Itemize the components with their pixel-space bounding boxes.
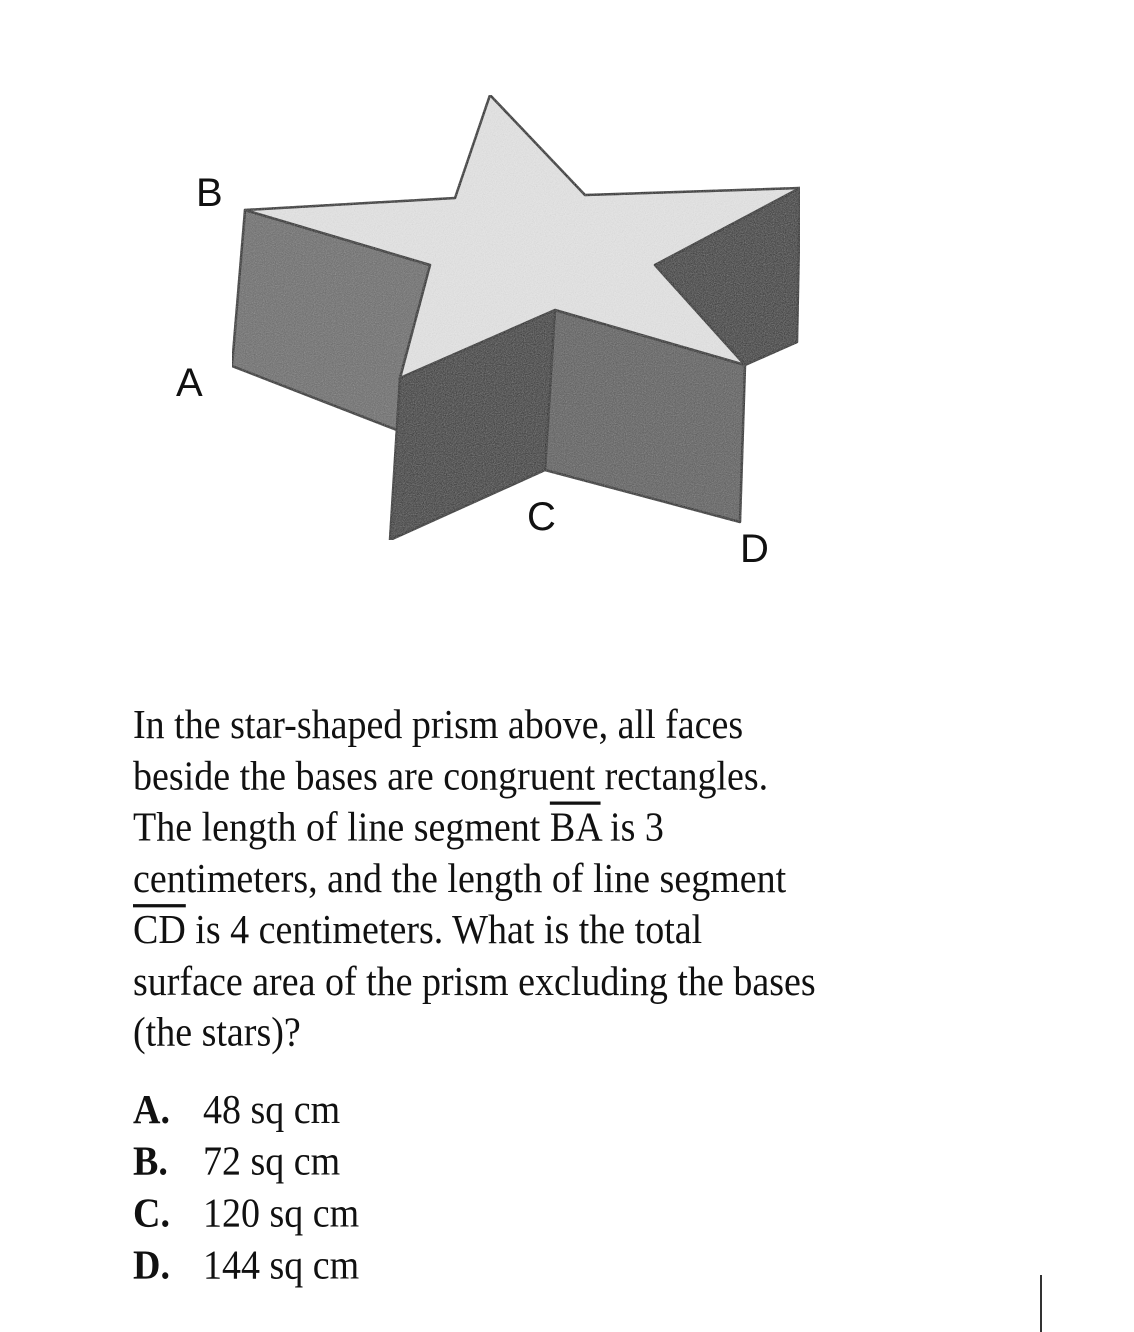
choice-d[interactable] — [133, 1240, 359, 1292]
question-line — [133, 803, 816, 854]
question-line: centimeters, and the length of line segment — [133, 856, 787, 902]
segment-ba: $\overline{BA}$ — [549, 804, 601, 851]
question-line: surface area of the prism excluding the bases — [133, 958, 816, 1005]
choice-letter: C. — [133, 1190, 170, 1237]
label-d: D — [740, 527, 769, 571]
question-line: beside the bases are congruent rectangles. — [133, 753, 769, 799]
choice-text: 72 sq cm — [203, 1139, 341, 1185]
label-a: A — [176, 361, 203, 405]
choice-text: 144 sq cm — [203, 1242, 360, 1289]
choice-letter: A. — [133, 1087, 170, 1133]
segment-cd: $\overline{CD}$ — [133, 907, 186, 953]
label-c: C — [527, 495, 556, 539]
answer-choices — [133, 1084, 359, 1291]
choice-letter: B. — [133, 1139, 168, 1185]
question-text-segment: is 4 centimeters. What is the total — [185, 907, 703, 953]
question-text-segment: The length of line segment — [133, 804, 550, 851]
star-prism-figure — [0, 0, 1134, 640]
choice-b[interactable] — [133, 1136, 359, 1188]
question-line: In the star-shaped prism above, all faces — [133, 702, 744, 748]
question-text-segment: is 3 — [600, 804, 664, 851]
choice-a[interactable] — [133, 1084, 359, 1136]
choice-letter: D. — [133, 1242, 170, 1289]
question-text — [133, 700, 816, 1059]
question-line — [133, 905, 816, 956]
choice-c[interactable] — [133, 1188, 359, 1240]
choice-text: 48 sq cm — [203, 1087, 341, 1133]
scan-margin-line — [1040, 1275, 1042, 1332]
question-line: (the stars)? — [133, 1009, 301, 1056]
choice-text: 120 sq cm — [203, 1190, 360, 1237]
label-b: B — [196, 171, 223, 215]
